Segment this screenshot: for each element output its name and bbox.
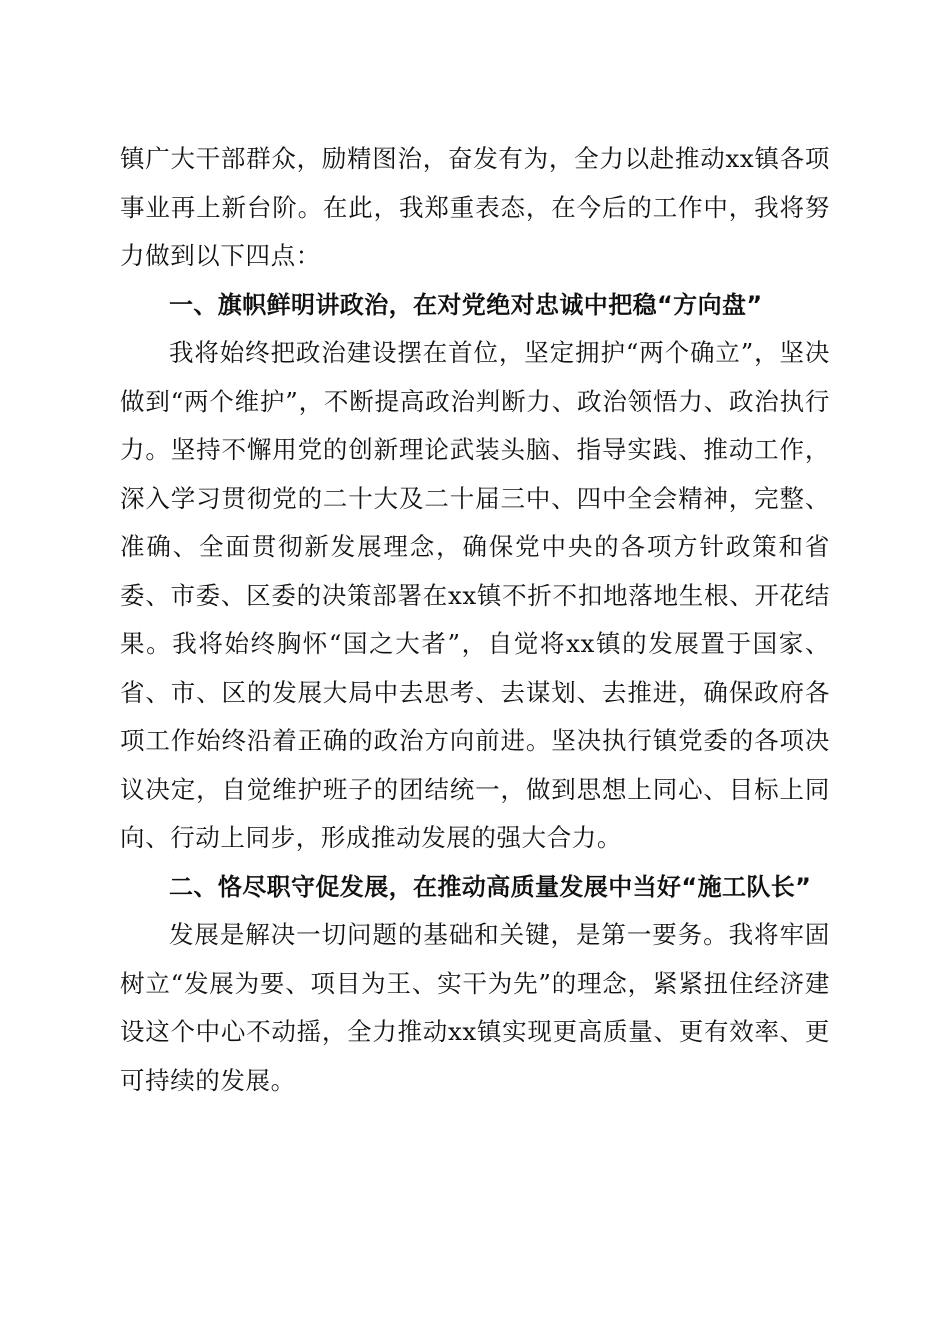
section-1-paragraph: 我将始终把政治建设摆在首位，坚定拥护“两个确立”，坚决做到“两个维护”，不断提高政治判断力、政治领悟力、政治执行力。坚持不懈用党的创新理论武装头脑、指导实践、推动工作，深入学习贯彻党的二十大及二十届三中、四中全会精神，完整、准确、全面贯彻新发展理念，确保党中央的各项方针政策和省委、市委、区委的决策部署在xx镇不折不扣地落地生根、开花结果。我将始终胸怀“国之大者”，自觉将xx镇的发展置于国家、省、市、区的发展大局中去思考、去谋划、去推进，确保政府各项工作始终沿着正确的政治方向前进。坚决执行镇党委的各项决议决定，自觉维护班子的团结统一，做到思想上同心、目标上同向、行动上同步，形成推动发展的强大合力。 <box>120 338 830 852</box>
section-2-heading: 二、恪尽职守促发展，在推动高质量发展中当好“施工队长” <box>169 872 812 901</box>
section-1-heading: 一、旗帜鲜明讲政治，在对党绝对忠诚中把稳“方向盘” <box>169 290 763 319</box>
intro-paragraph: 镇广大干部群众，励精图治，奋发有为，全力以赴推动xx镇各项事业再上新台阶。在此，我郑重表态，在今后的工作中，我将努力做到以下四点： <box>120 144 830 270</box>
section-2-paragraph: 发展是解决一切问题的基础和关键，是第一要务。我将牢固树立“发展为要、项目为王、实干为先”的理念，紧紧扭住经济建设这个中心不动摇，全力推动xx镇实现更高质量、更有效率、更可持续的发展。 <box>120 920 830 1095</box>
document-body <box>120 135 830 1105</box>
